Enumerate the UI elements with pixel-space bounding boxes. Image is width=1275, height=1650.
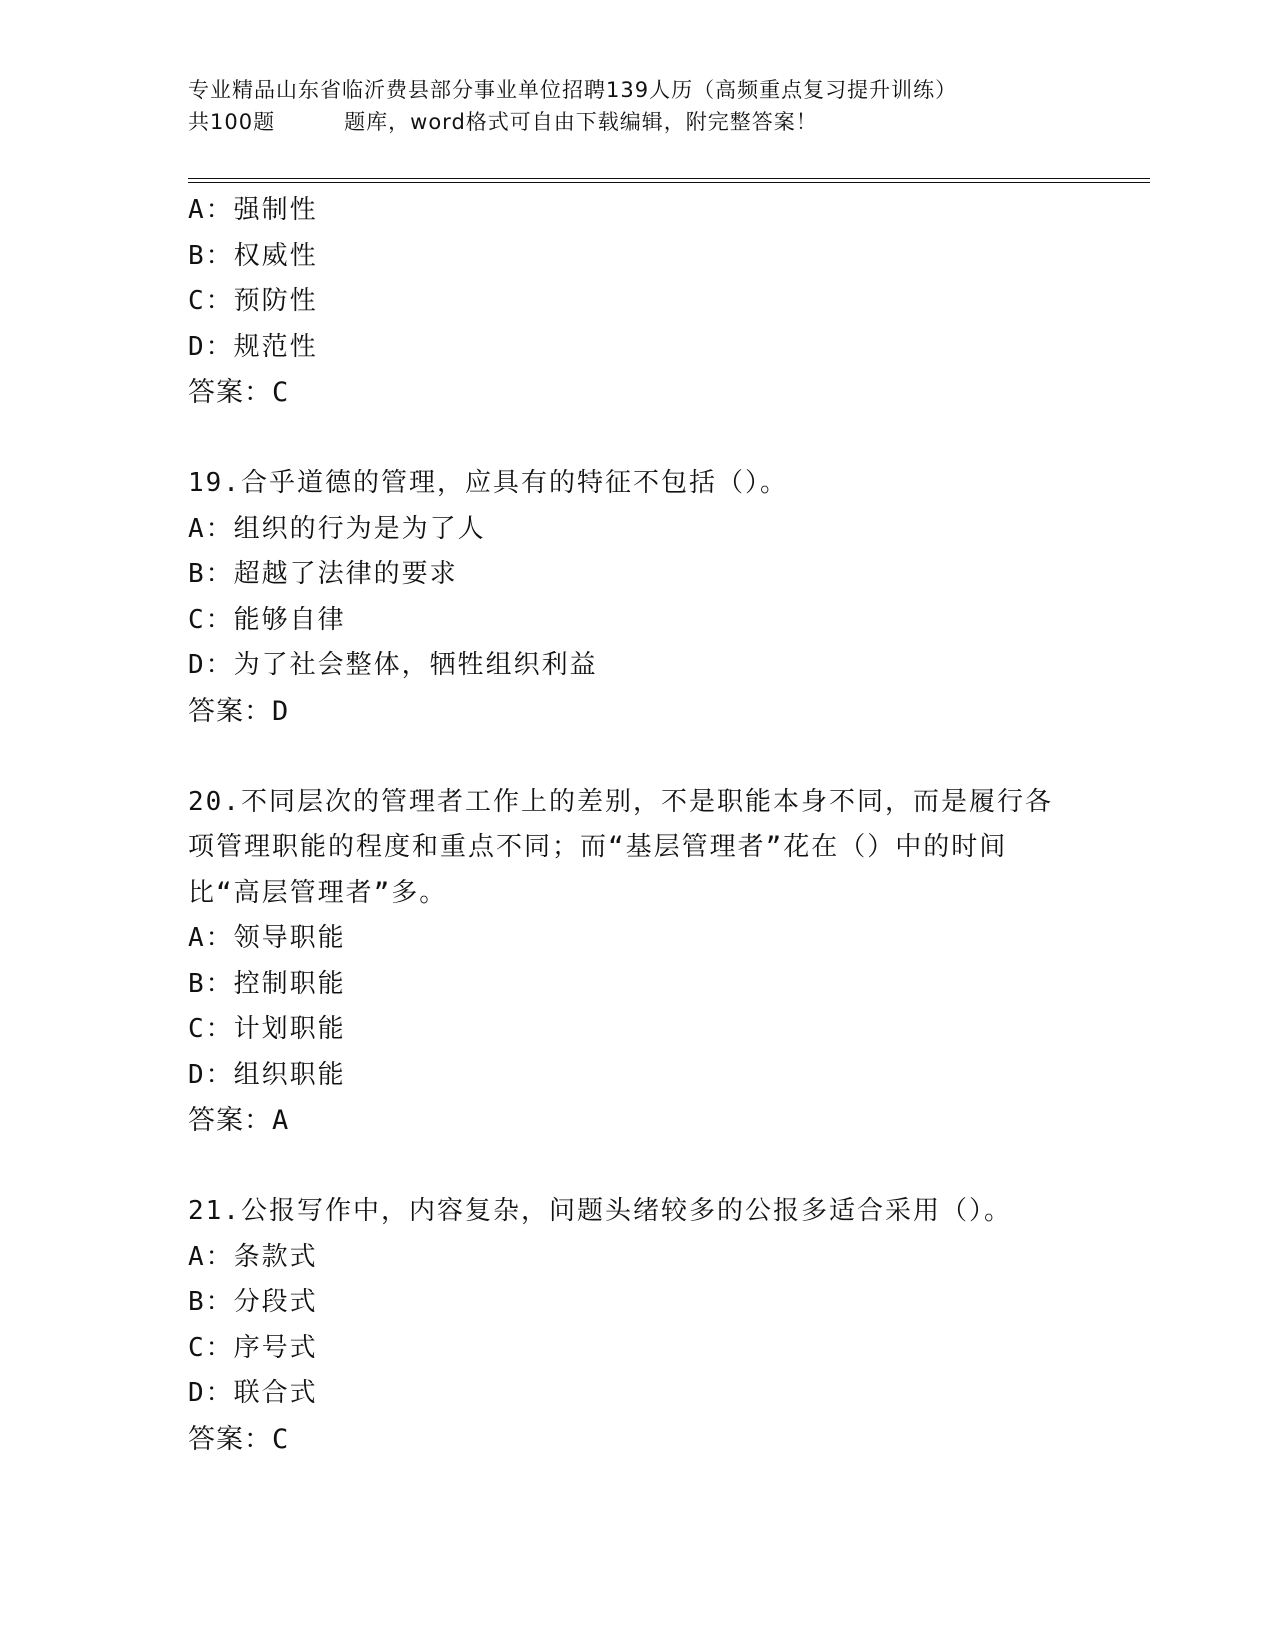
question-list <box>188 188 1148 1462</box>
header-divider-bottom <box>188 182 1150 183</box>
spacer <box>188 1144 1148 1190</box>
option-b: B：控制职能 <box>188 968 346 999</box>
option-a: A：组织的行为是为了人 <box>188 513 486 544</box>
answer-value: D <box>272 695 290 727</box>
question-21 <box>188 1189 1148 1462</box>
question-text: 19.合乎道德的管理，应具有的特征不包括（）。 <box>188 468 788 498</box>
option-b: B：分段式 <box>188 1287 318 1317</box>
option-a: A：领导职能 <box>188 923 346 953</box>
option-a: A：强制性 <box>188 195 318 225</box>
option-b: B：权威性 <box>188 240 318 271</box>
answer-line <box>188 1417 1148 1463</box>
question-19 <box>188 461 1148 734</box>
answer-label: 答案： <box>188 1105 272 1136</box>
option-d: D：组织职能 <box>188 1059 346 1090</box>
option-a: A：条款式 <box>188 1241 318 1272</box>
header-title-line: 专业精品山东省临沂费县部分事业单位招聘139人历（高频重点复习提升训练） <box>188 78 958 102</box>
spacer <box>188 734 1148 780</box>
question-text-line-3: 比“高层管理者”多。 <box>188 877 448 908</box>
document-header <box>188 74 1148 138</box>
option-c: C：序号式 <box>188 1332 318 1363</box>
answer-label: 答案： <box>188 695 272 727</box>
answer-value: C <box>272 1423 290 1455</box>
answer-line <box>188 370 1148 416</box>
question-text: 21.公报写作中，内容复杂，问题头绪较多的公报多适合采用（）。 <box>188 1196 1012 1226</box>
question-18-continuation <box>188 188 1148 416</box>
question-20 <box>188 780 1148 1144</box>
option-d: D：联合式 <box>188 1378 318 1408</box>
answer-line <box>188 689 1148 735</box>
header-subtitle-line: 共100题 题库，word格式可自由下载编辑，附完整答案！ <box>188 110 818 134</box>
option-c: C：计划职能 <box>188 1014 346 1044</box>
spacer <box>188 416 1148 462</box>
answer-line <box>188 1098 1148 1144</box>
answer-value: C <box>272 377 290 408</box>
answer-label: 答案： <box>188 377 272 408</box>
option-c: C：预防性 <box>188 286 318 316</box>
option-d: D：为了社会整体，牺牲组织利益 <box>188 650 598 680</box>
option-d: D：规范性 <box>188 331 318 362</box>
question-text-line-2: 项管理职能的程度和重点不同；而“基层管理者”花在（）中的时间 <box>188 832 1008 862</box>
option-b: B：超越了法律的要求 <box>188 559 458 589</box>
header-divider-top <box>188 178 1150 179</box>
option-c: C：能够自律 <box>188 604 346 635</box>
question-text-line-1: 20.不同层次的管理者工作上的差别，不是职能本身不同，而是履行各 <box>188 786 1053 817</box>
answer-label: 答案： <box>188 1423 272 1455</box>
answer-value: A <box>272 1105 290 1136</box>
